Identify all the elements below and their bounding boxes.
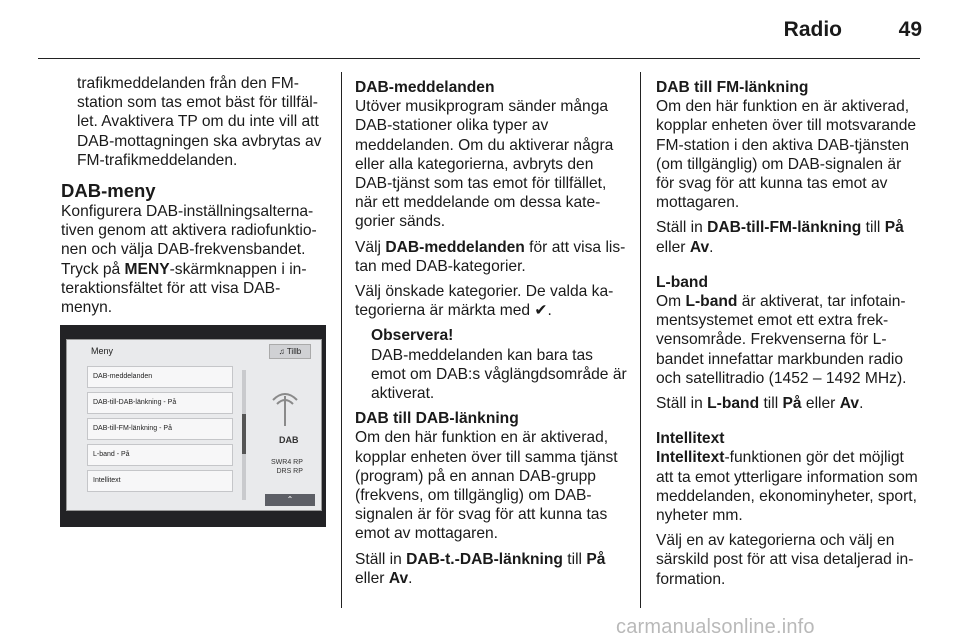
chapter-title: Radio [783, 18, 842, 41]
dab-menu-screenshot [60, 325, 326, 527]
intro-text: trafikmeddelanden från den FM-station som tas emot bäst för tillfäl-let. Avaktivera TP om du inte vill att DAB-mottagningen ska avbrytas av FM-trafikmeddelanden. [77, 75, 322, 169]
screen-title: Meny [91, 346, 114, 356]
dab-fm-text: Om den här funktion en är aktiverad, kopplar enheten över till motsvarande FM-station i den aktiva DAB-tjänsten (om tillgänglig) om DAB-signalen är för svag för att kunna tas emot av mottagaren. [656, 98, 917, 212]
header-divider [38, 58, 920, 59]
list-item[interactable]: Intellitext [87, 470, 233, 492]
dab-fm-setting: Ställ in DAB-till-FM-länkning till På eller Av. [656, 219, 904, 256]
l-band-setting: Ställ in L-band till På eller Av. [656, 395, 864, 413]
heading-dab-dab: DAB till DAB-länkning [355, 410, 519, 428]
dab-meddelanden-text: Utöver musikprogram sänder många DAB-stationer olika typer av meddelanden. Om du aktiverar några eller alla kategorierna, avbryts den DAB-tjänst som tas emot för tillfället, när ett meddelande om dessa kate-gorier sänds. [355, 98, 614, 231]
page-number: 49 [898, 18, 922, 41]
scrollbar-thumb[interactable] [242, 414, 246, 454]
menu-list [87, 366, 233, 496]
station-info: SWR4 RP DRS RP [271, 459, 303, 475]
dab-meny-text-1: Konfigurera DAB-inställningsalterna-tiven genom att aktivera radiofunktio-nen och välja DAB-frekvensbandet. [61, 203, 317, 259]
antenna-icon [272, 392, 298, 434]
column-divider-1 [341, 72, 342, 608]
note-title: Observera! [371, 327, 454, 345]
list-item[interactable]: DAB-meddelanden [87, 366, 233, 388]
column-divider-2 [640, 72, 641, 608]
categories-text: Välj önskade kategorier. De valda ka-tegorierna är märkta med ✔. [355, 283, 614, 320]
watermark: carmanualsonline.info [616, 616, 815, 638]
dab-meddelanden-select: Välj DAB-meddelanden för att visa lis-tan med DAB-kategorier. [355, 238, 626, 275]
meny-keyword: MENY [124, 260, 170, 278]
heading-l-band: L-band [656, 273, 708, 291]
heading-dab-meddelanden: DAB-meddelanden [355, 79, 495, 96]
list-item[interactable]: DAB-till-DAB-länkning - På [87, 392, 233, 414]
scrollbar[interactable] [242, 370, 246, 500]
column-1 [61, 74, 327, 323]
dab-label: DAB [279, 435, 299, 445]
page-header [0, 0, 960, 62]
note-box [355, 326, 627, 403]
note-text: DAB-meddelanden kan bara tas emot om DAB:s våglängdsområde är aktiverat. [371, 346, 627, 403]
heading-intellitext: Intellitext [656, 430, 725, 448]
screen-display [66, 339, 322, 511]
back-button[interactable]: ♫ Tillb [269, 344, 311, 359]
section-title-dab-meny: DAB-meny [61, 180, 156, 202]
heading-dab-fm: DAB till FM-länkning [656, 79, 809, 96]
column-3 [656, 78, 922, 595]
intellitext-text: Intellitext-funktionen gör det möjligt att ta emot ytterligare information som meddelanden, ekonominyheter, sport, nyheter mm. [656, 449, 918, 525]
intellitext-select: Välj en av kategorierna och välj en särskild post för att visa detaljerad in-formation. [656, 532, 914, 588]
list-item[interactable]: L-band - På [87, 444, 233, 466]
dab-meny-text-2: Tryck på MENY-skärmknappen i in-teraktionsfältet för att visa DAB-menyn. [61, 260, 307, 317]
list-item[interactable]: DAB-till-FM-länkning - På [87, 418, 233, 440]
column-2 [355, 78, 627, 594]
dab-dab-text: Om den här funktion en är aktiverad, kopplar enheten över till samma tjänst (program) på en annan DAB-grupp (frekvens, om tillgänglig) om DAB-signalen är för svag för att kunna tas emot av mottagaren. [355, 429, 618, 543]
chevron-up-button[interactable]: ⌃ [265, 494, 315, 506]
l-band-text: Om L-band är aktiverat, tar infotain-mentsystemet emot ett extra frek-vensområde. Frekvenserna för L-bandet innefattar markbunden radio och satellitradio (1452 – 1492 MHz). [656, 293, 907, 387]
dab-dab-setting: Ställ in DAB-t.-DAB-länkning till På eller Av. [355, 550, 606, 587]
